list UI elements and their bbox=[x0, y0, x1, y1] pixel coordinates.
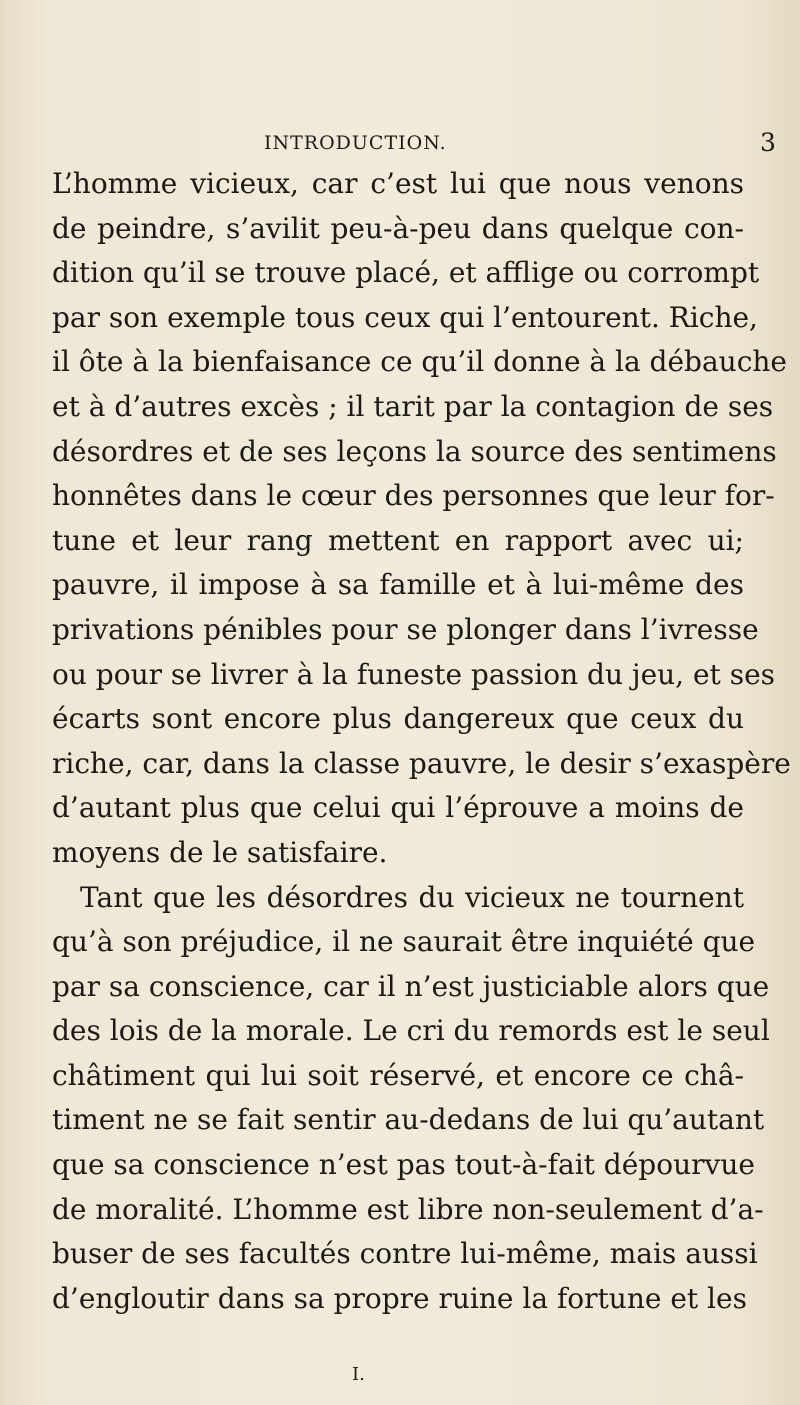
text-line: de moralité. L’homme est libre non-seulement d’a- bbox=[52, 1192, 764, 1226]
text-line: timent ne se fait sentir au-dedans de lui qu’autant bbox=[52, 1103, 765, 1137]
text-line: moyens de le satisfaire. bbox=[52, 835, 388, 869]
text-line: privations pénibles pour se plonger dans l’ivresse bbox=[52, 612, 759, 646]
text-line: pauvre, il impose à sa famille et à lui-même des bbox=[52, 568, 744, 602]
text-line: Tant que les désordres du vicieux ne tournent bbox=[80, 880, 744, 914]
text-line: et à d’autres excès ; il tarit par la contagion de ses bbox=[52, 389, 774, 423]
text-line: d’autant plus que celui qui l’éprouve a moins de bbox=[52, 791, 744, 825]
text-line: honnêtes dans le cœur des personnes que leur for- bbox=[52, 479, 775, 513]
text-line: que sa conscience n’est pas tout-à-fait dépourvue bbox=[52, 1148, 755, 1182]
text-line: dition qu’il se trouve placé, et afflige ou corrompt bbox=[52, 256, 760, 290]
text-line: des lois de la morale. Le cri du remords est le seul bbox=[52, 1014, 770, 1048]
body-text bbox=[52, 162, 791, 1321]
text-line: par son exemple tous ceux qui l’entourent. Riche, bbox=[52, 300, 758, 334]
text-line: buser de ses facultés contre lui-même, mais aussi bbox=[52, 1237, 758, 1271]
text-line: désordres et de ses leçons la source des sentimens bbox=[52, 434, 777, 468]
text-line: il ôte à la bienfaisance ce qu’il donne à la débauche bbox=[52, 345, 787, 379]
running-head: INTRODUCTION. bbox=[264, 132, 447, 154]
text-line: d’engloutir dans sa propre ruine la fortune et les bbox=[52, 1281, 747, 1315]
text-line: de peindre, s’avilit peu-à-peu dans quelque con- bbox=[52, 211, 744, 245]
text-line: châtiment qui lui soit réservé, et encore ce châ- bbox=[52, 1058, 744, 1092]
text-line: tune et leur rang mettent en rapport avec ui; bbox=[52, 523, 744, 557]
text-line: qu’à son préjudice, il ne saurait être inquiété que bbox=[52, 925, 756, 959]
text-line: écarts sont encore plus dangereux que ceux du bbox=[52, 702, 744, 736]
text-line: riche, car, dans la classe pauvre, le desir s’exaspère bbox=[52, 746, 791, 780]
text-line: L’homme vicieux, car c’est lui que nous venons bbox=[52, 167, 744, 200]
page-number: 3 bbox=[760, 128, 776, 157]
signature-mark: I. bbox=[352, 1364, 365, 1385]
page-header bbox=[0, 128, 800, 158]
text-line: ou pour se livrer à la funeste passion du jeu, et ses bbox=[52, 657, 776, 691]
text-line: par sa conscience, car il n’est justiciable alors que bbox=[52, 969, 770, 1003]
